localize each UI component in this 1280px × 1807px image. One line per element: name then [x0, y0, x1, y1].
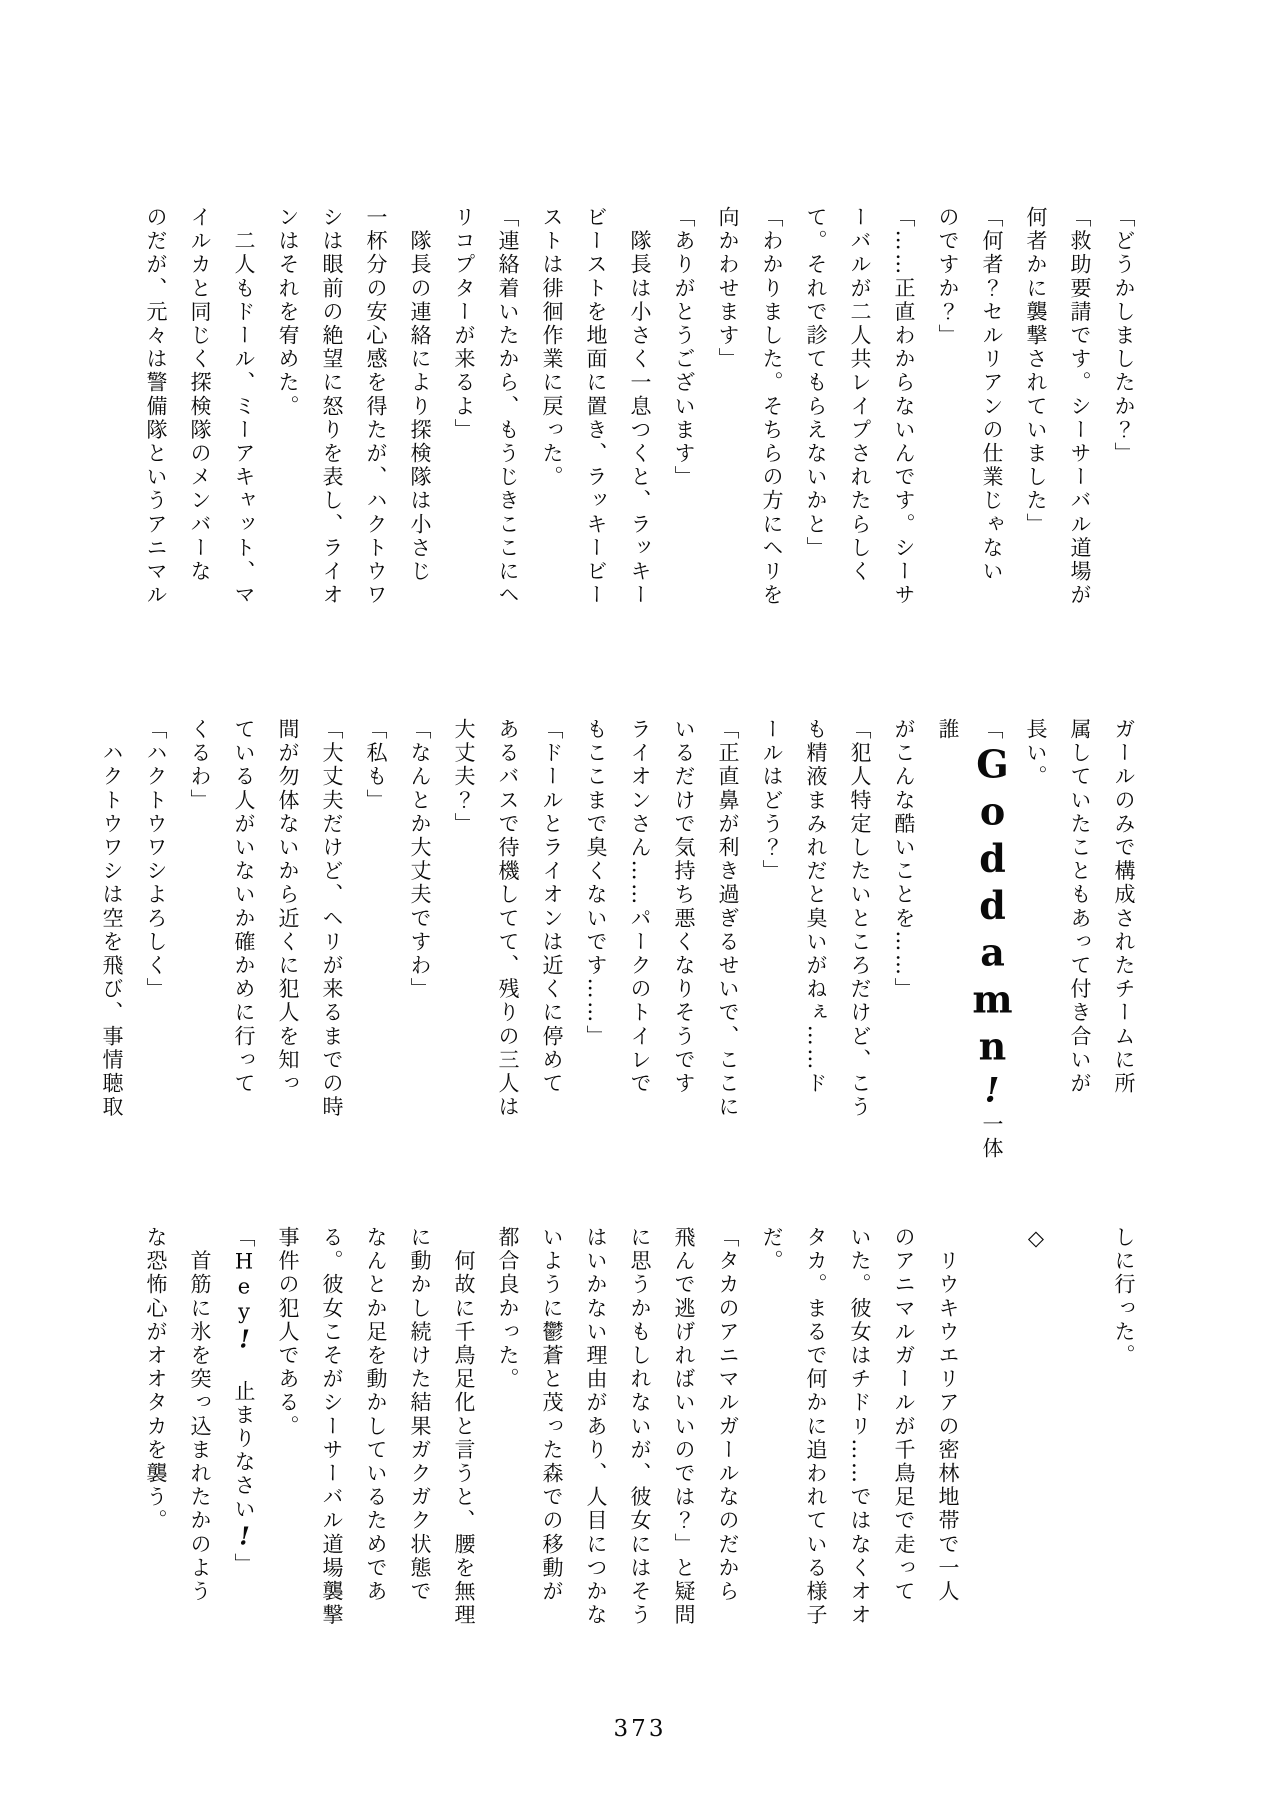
text-line [1058, 1226, 1102, 1691]
text-line: 都合良かった。 [496, 1226, 520, 1392]
text-line: しに行った。 [1112, 1226, 1136, 1368]
text-line: 属していたこともあって付き合いが [1068, 718, 1092, 1096]
text-block-top [134, 206, 1146, 671]
text-line: 「タカのアニマルガールなのだから [716, 1226, 740, 1604]
text-line: 間が勿体ないから近くに犯人を知っ [276, 718, 300, 1096]
text-line: 事件の犯人である。 [276, 1226, 300, 1439]
text-line: タカ。まるで何かに追われている様子 [804, 1226, 828, 1628]
text-line: のアニマルガールが千鳥足で走って [892, 1226, 916, 1604]
text-line: 「なんとか大丈夫ですわ」 [408, 718, 432, 1002]
text-block-bottom [134, 1226, 1146, 1691]
text-line: 向かわせます」 [716, 206, 740, 372]
page-number: 373 [613, 1716, 667, 1742]
text-line [970, 1226, 1014, 1691]
text-line: 一杯分の安心感を得たが、ハクトウワ [364, 206, 388, 608]
text-line: 長い。 [1024, 718, 1048, 789]
text-line: ハクトウワシは空を飛び、事情聴取 [100, 718, 124, 1120]
text-line: 隊長の連絡により探検隊は小さじ [408, 206, 432, 584]
text-line: のですか？」 [936, 206, 960, 348]
text-line: あるバスで待機してて、残りの三人は [496, 718, 520, 1120]
text-line: シは眼前の絶望に怒りを表し、ライオ [320, 206, 344, 608]
text-line: 「連絡着いたから、もうじきここにヘ [496, 206, 520, 608]
text-line: る。彼女こそがシーサーバル道場襲撃 [320, 1226, 344, 1628]
text-line: がこんな酷いことを……」 [892, 718, 916, 1002]
text-line: イルカと同じく探検隊のメンバーな [188, 206, 212, 584]
text-line: 「Hey! 止まりなさい!」 [230, 1226, 259, 1577]
text-line: 大丈夫？」 [452, 718, 476, 836]
text-line: 「犯人特定したいところだけど、こう [848, 718, 872, 1120]
text-line: 「ありがとうございます」 [672, 206, 696, 490]
text-line: 「ドールとライオンは近くに停めて [540, 718, 564, 1096]
text-line: ている人がいないか確かめに行って [232, 718, 256, 1096]
text-line: のだが、元々は警備隊というアニマル [144, 206, 168, 608]
text-line: だ。 [760, 1226, 784, 1274]
section-divider: ◇ [1024, 1226, 1048, 1253]
text-line: ガールのみで構成されたチームに所 [1112, 718, 1136, 1096]
text-line: 隊長は小さく一息つくと、ラッキー [628, 206, 652, 608]
text-line: もここまで臭くないです……」 [584, 718, 608, 1049]
text-line: も精液まみれだと臭いがねぇ……ド [804, 718, 828, 1096]
text-line: いように鬱蒼と茂った森での移動が [540, 1226, 564, 1604]
text-line: 「救助要請です。シーサーバル道場が [1068, 206, 1092, 608]
text-line: 「大丈夫だけど、ヘリが来るまでの時 [320, 718, 344, 1120]
text-line: ビーストを地面に置き、ラッキービー [584, 206, 608, 608]
text-line: ールはどう？」 [760, 718, 784, 884]
text-line: いるだけで気持ち悪くなりそうです [672, 718, 696, 1096]
text-line: ライオンさん……パークのトイレで [628, 718, 652, 1096]
text-line: 「どうかしましたか？」 [1112, 206, 1136, 466]
text-line: ンはそれを宥めた。 [276, 206, 300, 419]
text-line: 飛んで逃げればいいのでは？」と疑問 [672, 1226, 696, 1628]
text-line: に動かし続けた結果ガクガク状態で [408, 1226, 432, 1604]
text-line: ーバルが二人共レイプされたらしく [848, 206, 872, 584]
text-line: リウキウエリアの密林地帯で一人 [936, 1226, 960, 1604]
text-line: リコプターが来るよ」 [452, 206, 476, 442]
text-line: はいかない理由があり、人目につかな [584, 1226, 608, 1628]
text-line: に思うかもしれないが、彼女にはそう [628, 1226, 652, 1628]
text-line: 「……正直わからないんです。シーサ [892, 206, 916, 608]
text-line: ストは徘徊作業に戻った。 [540, 206, 564, 490]
text-line: 何故に千鳥足化と言うと、腰を無理 [452, 1226, 476, 1628]
text-line: な恐怖心がオオタカを襲う。 [144, 1226, 168, 1533]
text-line: 「私も」 [364, 718, 388, 813]
text-line: 「正直鼻が利き過ぎるせいで、ここに [716, 718, 740, 1120]
text-line: 「何者？セルリアンの仕業じゃない [980, 206, 1004, 584]
text-line: 「ハクトウワシよろしく」 [144, 718, 168, 1002]
text-line: 「Goddamn!一体誰 [936, 718, 1015, 1161]
text-line: いた。彼女はチドリ……ではなくオオ [848, 1226, 872, 1628]
text-line: て。それで診てもらえないかと」 [804, 206, 828, 560]
text-line: なんとか足を動かしているためであ [364, 1226, 388, 1604]
text-line: くるわ」 [188, 718, 212, 813]
text-line: 「わかりました。そちらの方にヘリを [760, 206, 784, 608]
text-line: 二人もドール、ミーアキャット、マ [232, 206, 256, 608]
text-line: 首筋に氷を突っ込まれたかのよう [188, 1226, 212, 1604]
text-block-middle [90, 718, 1146, 1183]
text-line: 何者かに襲撃されていました」 [1024, 206, 1048, 537]
